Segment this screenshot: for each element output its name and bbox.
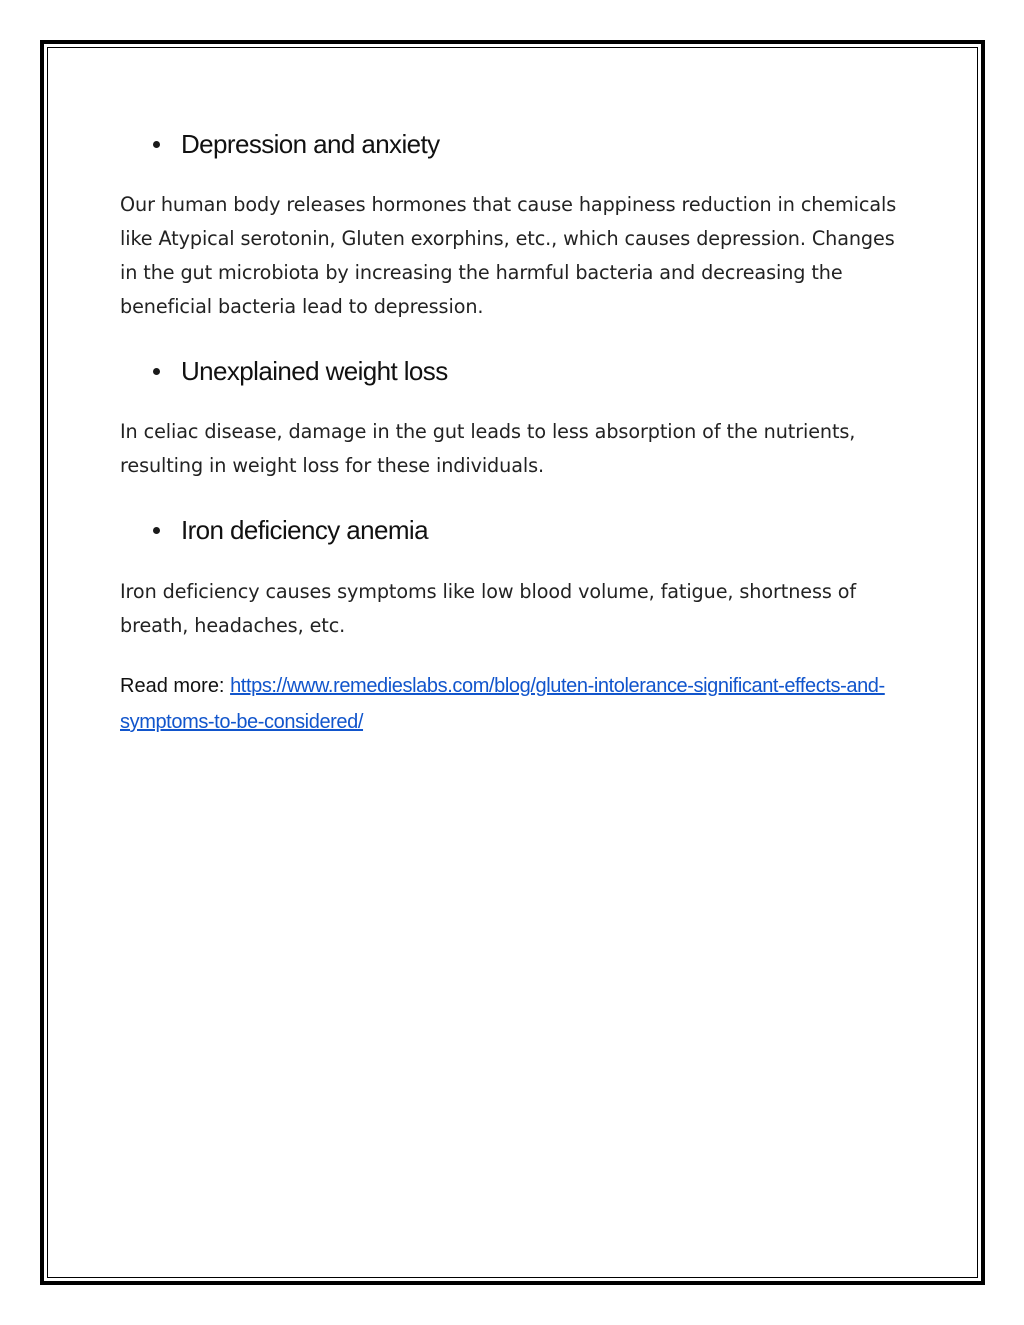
bullet-icon: [153, 368, 160, 375]
section-body-depression: Our human body releases hormones that cause happiness reduction in chemicals like Atypical serotonin, Gluten exorphins, etc., which causes depression. Changes in the gut microbiota by increasing the harmful bacteria and decreasing the beneficial bacteria lead to depression.: [120, 193, 897, 318]
section-heading-iron-deficiency: [120, 512, 428, 548]
section-heading-weight-loss: [120, 353, 448, 389]
heading-text: Depression and anxiety: [181, 128, 440, 159]
read-more: [120, 668, 910, 740]
section-body-weight-loss: In celiac disease, damage in the gut leads to less absorption of the nutrients, resulting in weight loss for these individuals.: [120, 420, 856, 477]
read-more-link[interactable]: https://www.remedieslabs.com/blog/gluten-intolerance-significant-effects-and-symptoms-to-be-considered/: [120, 675, 885, 733]
heading-text: Iron deficiency anemia: [181, 514, 428, 545]
read-more-label: Read more:: [120, 675, 231, 697]
bullet-icon: [153, 141, 160, 148]
bullet-icon: [153, 527, 160, 534]
heading-text: Unexplained weight loss: [181, 355, 448, 386]
section-body-iron-deficiency: Iron deficiency causes symptoms like low blood volume, fatigue, shortness of breath, headaches, etc.: [120, 580, 857, 637]
section-heading-depression: [120, 126, 440, 162]
